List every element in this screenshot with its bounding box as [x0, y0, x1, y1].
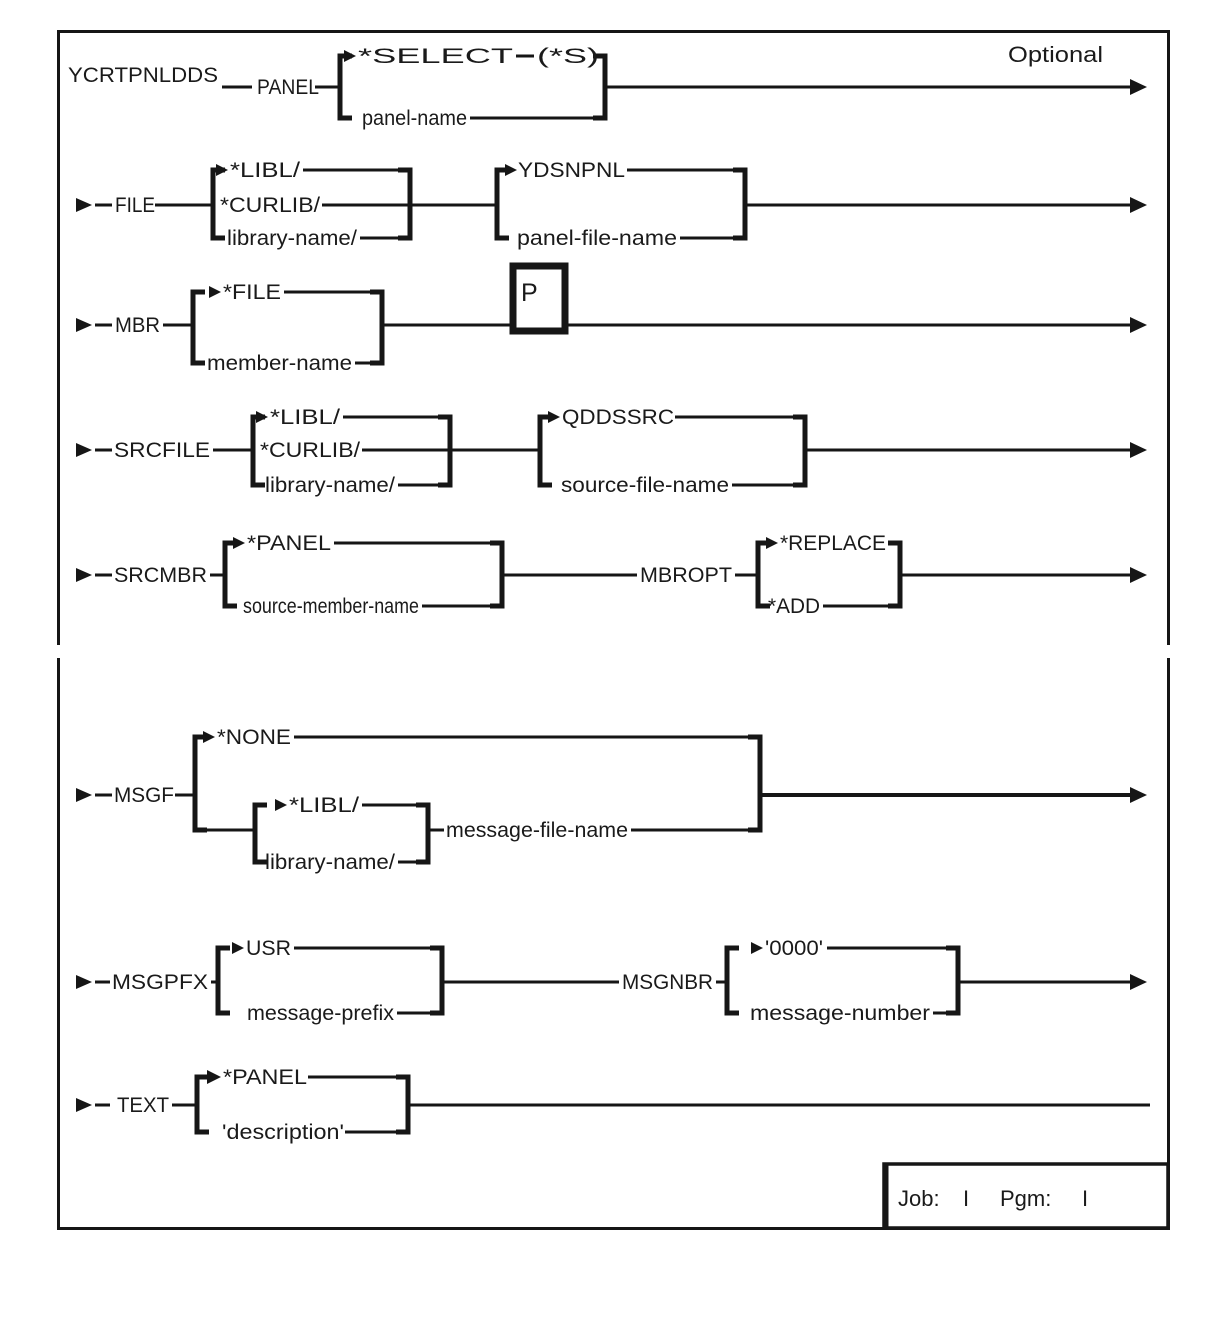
value-replace: *REPLACE [780, 532, 886, 555]
value-0000: '0000' [765, 937, 823, 960]
param-label-text: TEXT [117, 1094, 170, 1117]
row-continue-arrow-icon [76, 198, 92, 212]
value-source-file-name: source-file-name [561, 474, 729, 497]
value-ydsnpnl: YDSNPNL [518, 159, 625, 182]
default-branch-arrow-icon [505, 164, 517, 176]
rail-arrow-icon [1130, 79, 1147, 95]
value-libl: *LIBL/ [289, 794, 360, 817]
row-continue-arrow-icon [76, 568, 92, 582]
value-message-number: message-number [750, 1002, 931, 1025]
param-label-msgnbr: MSGNBR [622, 971, 713, 994]
param-label-mbr: MBR [115, 314, 160, 337]
value-curlib: *CURLIB/ [220, 194, 321, 217]
param-label-file: FILE [115, 194, 155, 217]
rail-arrow-icon [1130, 974, 1147, 990]
param-label-msgpfx: MSGPFX [112, 971, 208, 994]
job-pgm-box [884, 1164, 1168, 1228]
rail-arrow-icon [1130, 787, 1147, 803]
rail-arrow-icon [1130, 567, 1147, 583]
p-reference-label: P [521, 279, 538, 307]
value-source-member-name: source-member-name [243, 595, 419, 618]
default-branch-arrow-icon [207, 1070, 221, 1084]
rail-arrow-icon [1130, 442, 1147, 458]
row-continue-arrow-icon [76, 975, 92, 989]
value-select: *SELECT [358, 45, 514, 68]
param-label-mbropt: MBROPT [640, 564, 733, 587]
row-panel [68, 42, 1147, 130]
pgm-value: I [1082, 1186, 1089, 1211]
default-branch-arrow-icon [766, 537, 778, 549]
value-library-name: library-name/ [265, 851, 396, 874]
row-continue-arrow-icon [76, 788, 92, 802]
row-mbr [76, 266, 1147, 375]
row-srcmbr-mbropt [76, 532, 1147, 618]
job-label: Job: [898, 1186, 940, 1211]
default-branch-arrow-icon [275, 799, 287, 811]
default-branch-arrow-icon [232, 942, 244, 954]
row-continue-arrow-icon [76, 318, 92, 332]
value-curlib: *CURLIB/ [260, 439, 361, 462]
default-branch-arrow-icon [548, 411, 560, 423]
value-usr: USR [246, 937, 291, 960]
value-libl: *LIBL/ [230, 159, 301, 182]
value-panel-default: *PANEL [247, 532, 331, 555]
rail-arrow-icon [1130, 197, 1147, 213]
pgm-label: Pgm: [1000, 1186, 1052, 1211]
param-label-srcfile: SRCFILE [114, 439, 210, 462]
value-library-name: library-name/ [265, 474, 396, 497]
default-branch-arrow-icon [203, 731, 215, 743]
rail-arrow-icon [1130, 317, 1147, 333]
param-label-panel: PANEL [257, 76, 319, 99]
value-description: 'description' [222, 1121, 344, 1144]
default-branch-arrow-icon [209, 286, 221, 298]
command-name: YCRTPNLDDS [68, 64, 218, 87]
row-msgf [76, 726, 1147, 874]
value-member-name: member-name [207, 352, 352, 375]
value-qddssrc: QDDSSRC [562, 406, 674, 429]
row-continue-arrow-icon [76, 443, 92, 457]
value-panel-default: *PANEL [223, 1066, 307, 1089]
value-select-suffix: (*S) [537, 45, 599, 68]
value-libl: *LIBL/ [270, 406, 341, 429]
value-file-default: *FILE [223, 281, 281, 304]
default-branch-arrow-icon [233, 537, 245, 549]
value-panel-file-name: panel-file-name [517, 227, 677, 250]
job-value: I [963, 1186, 970, 1211]
default-branch-arrow-icon [751, 942, 763, 954]
param-label-msgf: MSGF [114, 784, 174, 807]
default-branch-arrow-icon [216, 164, 228, 176]
value-message-file-name: message-file-name [446, 819, 628, 842]
value-panel-name: panel-name [362, 107, 467, 130]
row-msgf-brackets [195, 737, 760, 862]
value-none: *NONE [217, 726, 291, 749]
row-srcfile [76, 406, 1147, 497]
default-branch-arrow-icon [256, 411, 268, 423]
value-library-name: library-name/ [227, 227, 358, 250]
value-message-prefix: message-prefix [247, 1002, 395, 1025]
optional-label: Optional [1008, 42, 1103, 67]
row-text [76, 1066, 1150, 1144]
default-branch-arrow-icon [344, 50, 356, 62]
value-add: *ADD [768, 595, 820, 618]
row-continue-arrow-icon [76, 1098, 92, 1112]
row-file [76, 159, 1147, 250]
row-msgpfx-msgnbr [76, 937, 1147, 1025]
param-label-srcmbr: SRCMBR [114, 564, 207, 587]
